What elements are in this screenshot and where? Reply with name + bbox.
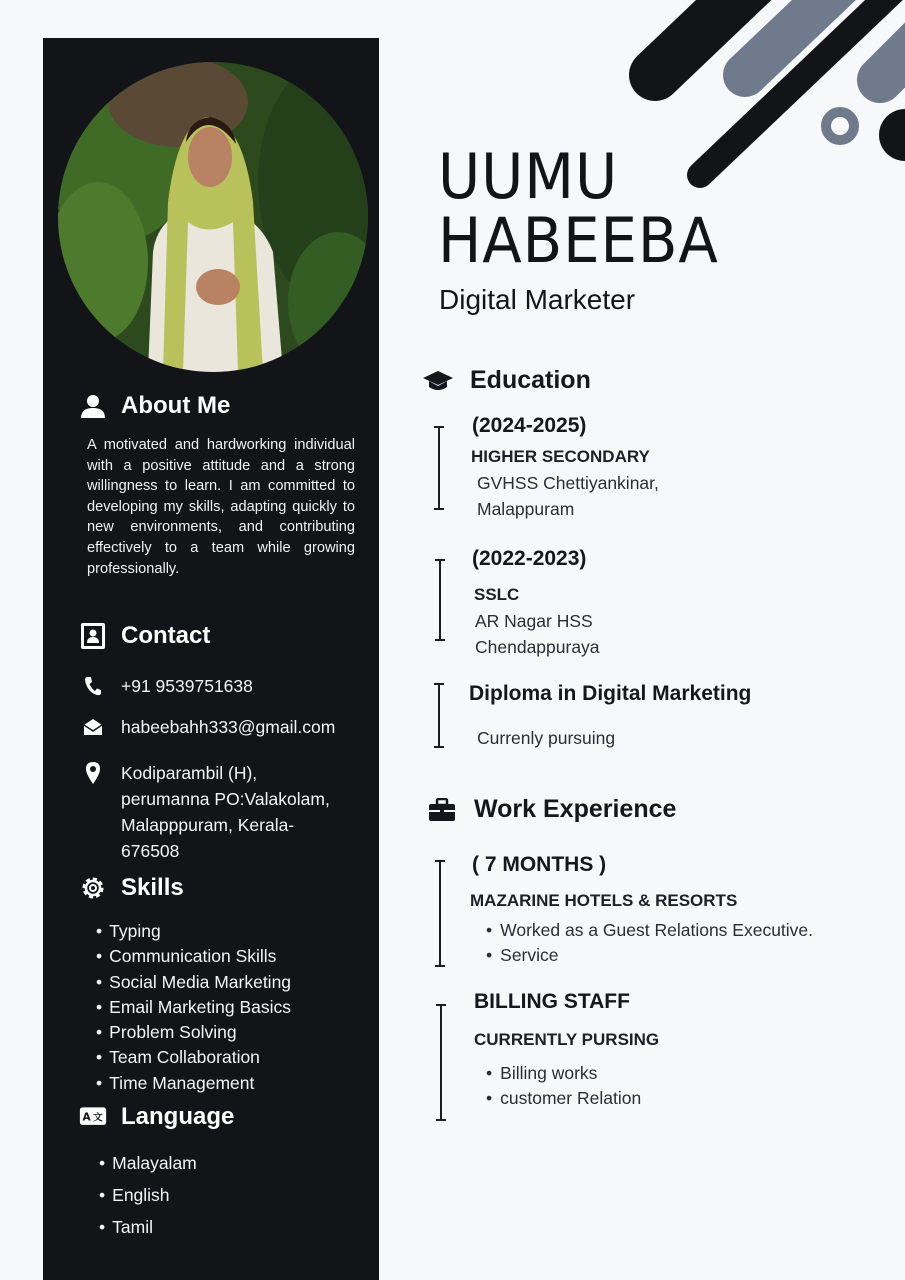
- education-line: Malappuram: [477, 499, 575, 519]
- skill-item: • Communication Skills: [96, 944, 291, 969]
- svg-text:文: 文: [93, 1112, 103, 1124]
- svg-text:A: A: [82, 1111, 91, 1124]
- work-period: BILLING STAFF: [474, 990, 630, 1013]
- timeline-line: [440, 1004, 442, 1121]
- email-address[interactable]: habeebahh333@gmail.com: [121, 717, 336, 737]
- about-text: A motivated and hardworking individual with a positive attitude and a strong willingness to learn. I am committed to developing my skills, adapting quickly to new environments, and contributing effectively to a team while growing professionally.: [87, 437, 355, 577]
- skill-item: • Team Collaboration: [96, 1045, 291, 1070]
- language-heading: [79, 1103, 234, 1131]
- full-name: [438, 140, 719, 277]
- language-item: • English: [99, 1179, 197, 1211]
- job-title: Digital Marketer: [439, 284, 636, 315]
- graduation-cap-icon: [422, 367, 454, 395]
- email-icon: [81, 714, 105, 740]
- education-heading-label: Education: [470, 366, 591, 394]
- timeline-line: [439, 860, 441, 967]
- education-line: GVHSS Chettiyankinar,: [477, 473, 659, 493]
- phone-icon: [81, 673, 105, 699]
- education-line: Chendappuraya: [475, 637, 600, 657]
- education-period: (2022-2023): [472, 547, 587, 570]
- work-period: ( 7 MONTHS ): [472, 853, 607, 876]
- education-heading: [422, 366, 591, 395]
- education-status: Currenly pursuing: [477, 728, 616, 748]
- skills-list: [96, 919, 291, 1096]
- work-duties: [486, 1061, 641, 1111]
- profile-photo: [58, 62, 368, 372]
- language-list: [99, 1147, 197, 1243]
- education-degree: HIGHER SECONDARY: [471, 447, 650, 466]
- skill-item: • Typing: [96, 919, 291, 944]
- address-line: Kodiparambil (H),: [121, 763, 258, 783]
- work-duty-item: • Billing works: [486, 1061, 641, 1086]
- gear-icon: [79, 874, 107, 902]
- language-heading-label: Language: [121, 1103, 235, 1130]
- education-line: AR Nagar HSS: [475, 611, 593, 631]
- address-line: 676508: [121, 841, 180, 861]
- timeline-line: [438, 683, 440, 748]
- language-item: • Tamil: [99, 1211, 197, 1243]
- skill-item: • Social Media Marketing: [96, 970, 291, 995]
- briefcase-icon: [426, 796, 458, 824]
- education-degree: Diploma in Digital Marketing: [469, 682, 752, 705]
- work-duty-item: • Worked as a Guest Relations Executive.: [486, 918, 813, 943]
- sidebar: [43, 38, 379, 1280]
- work-heading-label: Work Experience: [474, 795, 677, 823]
- phone-number[interactable]: +91 9539751638: [121, 676, 253, 696]
- education-degree: SSLC: [474, 585, 520, 604]
- work-duty-item: • customer Relation: [486, 1086, 641, 1111]
- contact-heading: [79, 622, 210, 650]
- language-item: • Malayalam: [99, 1147, 197, 1179]
- work-heading: [426, 795, 676, 824]
- education-period: (2024-2025): [472, 414, 587, 437]
- skill-item: • Email Marketing Basics: [96, 995, 291, 1020]
- user-icon: [79, 392, 107, 420]
- education-school: [477, 470, 659, 522]
- skills-heading: [79, 874, 184, 902]
- work-company: CURRENTLY PURSING: [474, 1030, 660, 1049]
- last-name: HABEEBA: [438, 204, 719, 277]
- about-heading: [79, 392, 230, 420]
- skill-item: • Time Management: [96, 1071, 291, 1096]
- timeline-line: [438, 426, 440, 510]
- contact-card-icon: [79, 622, 107, 650]
- work-duties: [486, 918, 813, 968]
- email-row: [81, 714, 335, 740]
- work-company: MAZARINE HOTELS & RESORTS: [470, 891, 738, 910]
- skills-heading-label: Skills: [121, 874, 184, 901]
- address-row: [81, 760, 330, 864]
- about-heading-label: About Me: [121, 392, 231, 419]
- address-line: perumanna PO:Valakolam,: [121, 789, 330, 809]
- education-school: [475, 608, 600, 660]
- address-text: [121, 760, 330, 864]
- timeline-line: [439, 559, 441, 641]
- address-line: Malapppuram, Kerala-: [121, 815, 295, 835]
- location-pin-icon: [81, 760, 105, 786]
- phone-row: [81, 673, 253, 699]
- translate-icon: [79, 1103, 107, 1131]
- first-name: UUMU: [438, 140, 619, 213]
- skill-item: • Problem Solving: [96, 1020, 291, 1045]
- contact-heading-label: Contact: [121, 622, 211, 649]
- work-duty-item: • Service: [486, 943, 813, 968]
